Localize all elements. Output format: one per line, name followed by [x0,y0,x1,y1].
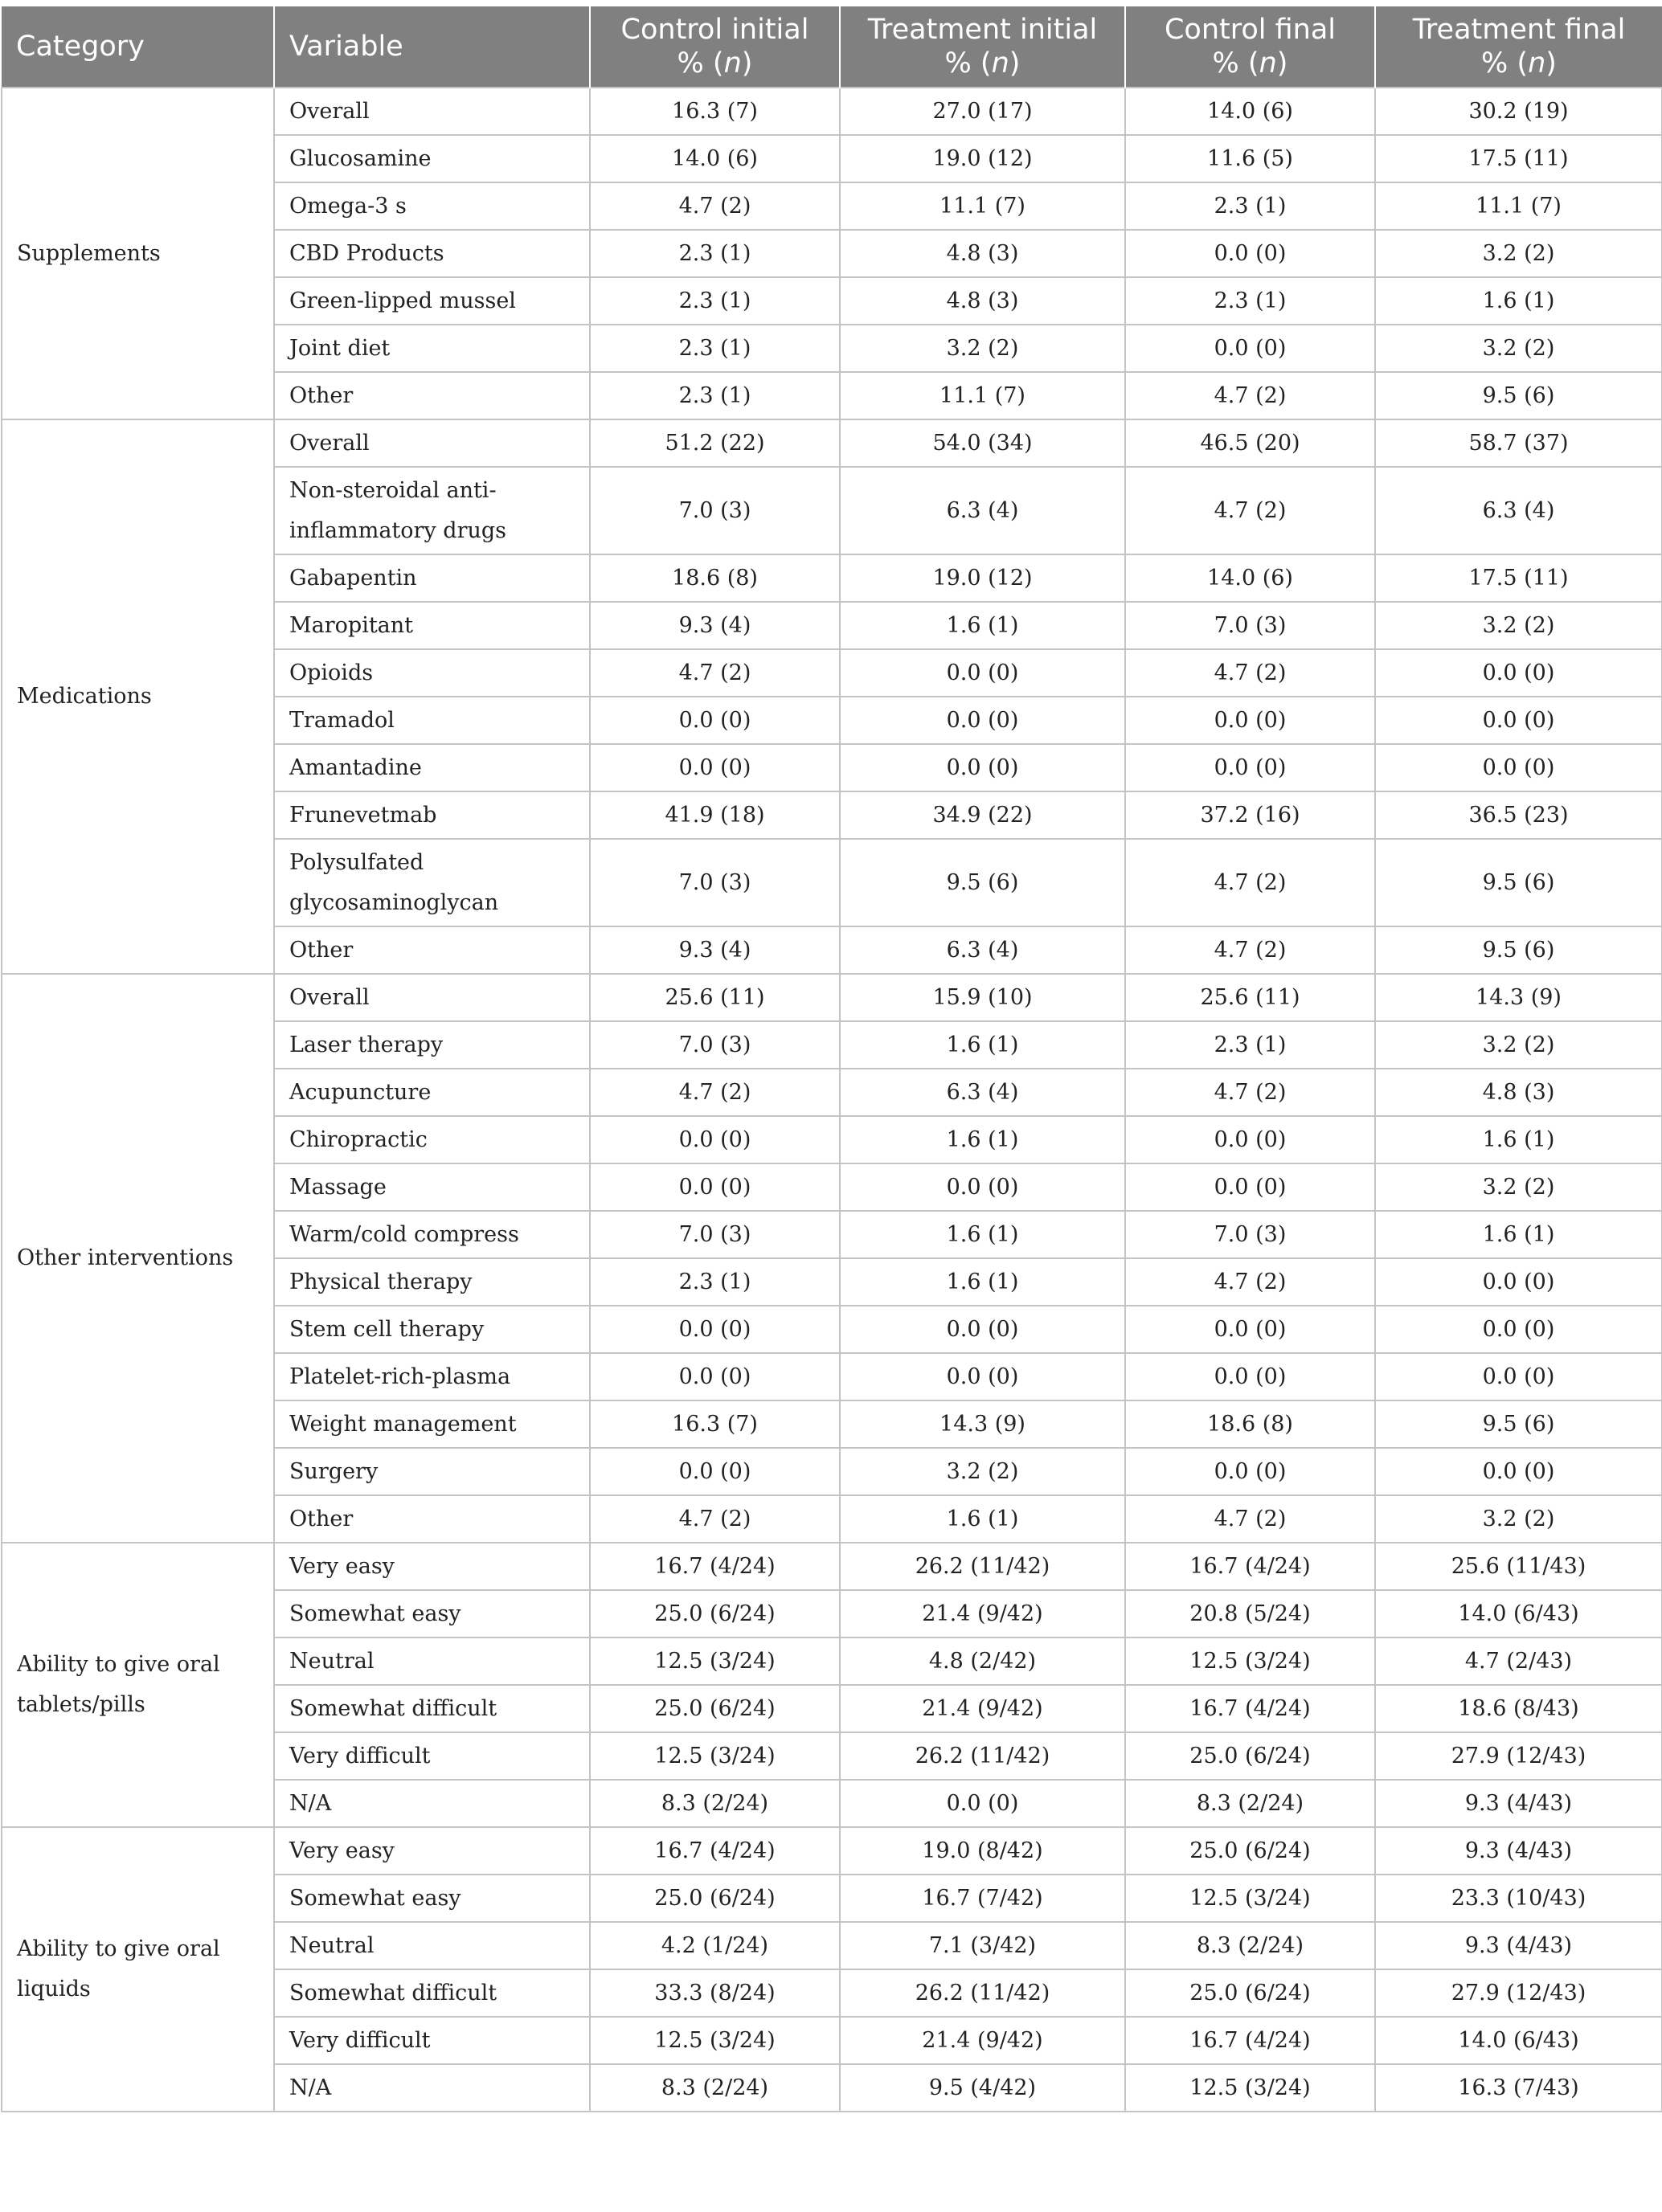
treatment-final-cell: 1.6 (1) [1375,277,1662,325]
treatment-final-cell: 9.5 (6) [1375,1400,1662,1448]
header-unit-prefix: % ( [1212,47,1259,80]
treatment-final-cell: 36.5 (23) [1375,791,1662,839]
table-header [2,6,1662,88]
treatment-initial-cell: 1.6 (1) [840,602,1125,649]
control-final-cell: 0.0 (0) [1125,1306,1375,1353]
treatment-final-cell: 14.0 (6/43) [1375,2017,1662,2064]
treatment-initial-cell: 19.0 (12) [840,554,1125,602]
control-initial-cell: 16.7 (4/24) [590,1827,840,1875]
treatment-initial-cell: 11.1 (7) [840,182,1125,230]
table-row [2,88,1662,135]
treatment-final-cell: 14.3 (9) [1375,974,1662,1021]
control-initial-cell: 0.0 (0) [590,1353,840,1400]
header-category [2,6,274,88]
variable-cell: Omega-3 s [274,182,590,230]
treatment-final-cell: 0.0 (0) [1375,649,1662,697]
control-initial-cell: 0.0 (0) [590,697,840,744]
treatment-initial-cell: 0.0 (0) [840,1306,1125,1353]
treatment-final-cell: 0.0 (0) [1375,1448,1662,1495]
treatment-final-cell: 4.7 (2/43) [1375,1638,1662,1685]
treatment-initial-cell: 0.0 (0) [840,1780,1125,1827]
treatment-final-cell: 9.5 (6) [1375,372,1662,419]
control-final-cell: 0.0 (0) [1125,744,1375,791]
treatment-final-cell: 0.0 (0) [1375,697,1662,744]
treatment-final-cell: 17.5 (11) [1375,554,1662,602]
treatment-final-cell: 3.2 (2) [1375,230,1662,277]
control-initial-cell: 7.0 (3) [590,839,840,926]
treatment-initial-cell: 4.8 (3) [840,277,1125,325]
data-table-container [0,6,1662,2112]
treatment-final-cell: 25.6 (11/43) [1375,1543,1662,1590]
control-initial-cell: 2.3 (1) [590,1258,840,1306]
treatment-initial-cell: 11.1 (7) [840,372,1125,419]
header-variable [274,6,590,88]
table-row [2,419,1662,467]
control-initial-cell: 25.0 (6/24) [590,1685,840,1732]
control-initial-cell: 33.3 (8/24) [590,1969,840,2017]
control-initial-cell: 41.9 (18) [590,791,840,839]
variable-cell: Somewhat difficult [274,1969,590,2017]
control-final-cell: 2.3 (1) [1125,277,1375,325]
treatment-initial-cell: 21.4 (9/42) [840,2017,1125,2064]
treatment-final-cell: 3.2 (2) [1375,1495,1662,1543]
variable-cell: Very difficult [274,2017,590,2064]
variable-cell: Overall [274,419,590,467]
treatment-final-cell: 9.5 (6) [1375,926,1662,974]
control-final-cell: 4.7 (2) [1125,649,1375,697]
variable-cell: Maropitant [274,602,590,649]
header-control-initial-label: Control initial [620,14,809,46]
treatment-final-cell: 58.7 (37) [1375,419,1662,467]
variable-cell: Opioids [274,649,590,697]
header-control-final-label: Control final [1164,14,1337,46]
treatment-initial-cell: 9.5 (4/42) [840,2064,1125,2112]
variable-cell: Polysulfated glycosaminoglycan [274,839,590,926]
control-initial-cell: 2.3 (1) [590,372,840,419]
variable-cell: Warm/cold compress [274,1211,590,1258]
treatment-final-cell: 18.6 (8/43) [1375,1685,1662,1732]
treatment-final-cell: 17.5 (11) [1375,135,1662,182]
header-control-final [1125,6,1375,88]
control-initial-cell: 16.7 (4/24) [590,1543,840,1590]
control-final-cell: 8.3 (2/24) [1125,1922,1375,1969]
control-initial-cell: 4.7 (2) [590,1495,840,1543]
control-final-cell: 0.0 (0) [1125,1353,1375,1400]
variable-cell: Neutral [274,1922,590,1969]
control-final-cell: 25.0 (6/24) [1125,1732,1375,1780]
control-final-cell: 0.0 (0) [1125,1116,1375,1163]
variable-cell: Somewhat difficult [274,1685,590,1732]
variable-cell: N/A [274,2064,590,2112]
treatment-initial-cell: 6.3 (4) [840,1069,1125,1116]
header-unit-suffix: ) [741,47,753,80]
control-final-cell: 20.8 (5/24) [1125,1590,1375,1638]
treatment-initial-cell: 14.3 (9) [840,1400,1125,1448]
treatment-initial-cell: 0.0 (0) [840,697,1125,744]
control-final-cell: 12.5 (3/24) [1125,1638,1375,1685]
control-initial-cell: 4.7 (2) [590,182,840,230]
control-final-cell: 14.0 (6) [1125,88,1375,135]
control-initial-cell: 12.5 (3/24) [590,1638,840,1685]
variable-cell: Neutral [274,1638,590,1685]
control-final-cell: 18.6 (8) [1125,1400,1375,1448]
treatment-initial-cell: 0.0 (0) [840,649,1125,697]
control-initial-cell: 4.7 (2) [590,1069,840,1116]
treatment-final-cell: 9.3 (4/43) [1375,1922,1662,1969]
control-final-cell: 25.6 (11) [1125,974,1375,1021]
treatment-initial-cell: 0.0 (0) [840,1353,1125,1400]
control-initial-cell: 16.3 (7) [590,1400,840,1448]
variable-cell: Overall [274,974,590,1021]
treatment-final-cell: 6.3 (4) [1375,467,1662,554]
variable-cell: Joint diet [274,325,590,372]
variable-cell: Green-lipped mussel [274,277,590,325]
treatment-final-cell: 27.9 (12/43) [1375,1732,1662,1780]
control-initial-cell: 0.0 (0) [590,1116,840,1163]
variable-cell: CBD Products [274,230,590,277]
header-variable-label: Variable [289,31,403,63]
control-initial-cell: 7.0 (3) [590,467,840,554]
treatment-initial-cell: 1.6 (1) [840,1021,1125,1069]
control-final-cell: 25.0 (6/24) [1125,1969,1375,2017]
header-unit-suffix: ) [1545,47,1557,80]
header-row [2,6,1662,88]
treatment-initial-cell: 1.6 (1) [840,1258,1125,1306]
treatment-initial-cell: 0.0 (0) [840,744,1125,791]
category-cell: Medications [2,419,274,974]
header-treatment-final-label: Treatment final [1412,14,1626,46]
variable-cell: Acupuncture [274,1069,590,1116]
control-final-cell: 11.6 (5) [1125,135,1375,182]
variable-cell: Frunevetmab [274,791,590,839]
control-initial-cell: 8.3 (2/24) [590,1780,840,1827]
treatment-initial-cell: 3.2 (2) [840,325,1125,372]
control-final-cell: 4.7 (2) [1125,926,1375,974]
category-cell: Ability to give oral tablets/pills [2,1543,274,1827]
treatment-initial-cell: 16.7 (7/42) [840,1875,1125,1922]
variable-cell: Other [274,926,590,974]
control-initial-cell: 8.3 (2/24) [590,2064,840,2112]
treatment-final-cell: 0.0 (0) [1375,1306,1662,1353]
control-final-cell: 12.5 (3/24) [1125,1875,1375,1922]
variable-cell: Non-steroidal anti-inflammatory drugs [274,467,590,554]
control-final-cell: 7.0 (3) [1125,602,1375,649]
control-final-cell: 8.3 (2/24) [1125,1780,1375,1827]
variable-cell: Chiropractic [274,1116,590,1163]
variable-cell: Glucosamine [274,135,590,182]
control-final-cell: 2.3 (1) [1125,182,1375,230]
control-initial-cell: 0.0 (0) [590,1163,840,1211]
control-initial-cell: 12.5 (3/24) [590,2017,840,2064]
variable-cell: Platelet-rich-plasma [274,1353,590,1400]
control-final-cell: 4.7 (2) [1125,1258,1375,1306]
treatment-initial-cell: 0.0 (0) [840,1163,1125,1211]
treatment-final-cell: 0.0 (0) [1375,744,1662,791]
treatment-initial-cell: 26.2 (11/42) [840,1543,1125,1590]
header-unit-suffix: ) [1009,47,1021,80]
treatment-final-cell: 1.6 (1) [1375,1116,1662,1163]
control-final-cell: 4.7 (2) [1125,372,1375,419]
category-cell: Ability to give oral liquids [2,1827,274,2112]
control-final-cell: 16.7 (4/24) [1125,1543,1375,1590]
variable-cell: Surgery [274,1448,590,1495]
header-unit-prefix: % ( [944,47,992,80]
treatment-final-cell: 14.0 (6/43) [1375,1590,1662,1638]
control-final-cell: 12.5 (3/24) [1125,2064,1375,2112]
control-final-cell: 0.0 (0) [1125,230,1375,277]
variable-cell: Weight management [274,1400,590,1448]
variable-cell: Gabapentin [274,554,590,602]
variable-cell: N/A [274,1780,590,1827]
treatment-initial-cell: 27.0 (17) [840,88,1125,135]
treatment-initial-cell: 4.8 (3) [840,230,1125,277]
control-initial-cell: 9.3 (4) [590,602,840,649]
control-final-cell: 2.3 (1) [1125,1021,1375,1069]
treatment-final-cell: 3.2 (2) [1375,1163,1662,1211]
header-unit-n: n [1528,47,1546,80]
header-unit-prefix: % ( [677,47,724,80]
treatment-final-cell: 3.2 (2) [1375,325,1662,372]
variable-cell: Other [274,1495,590,1543]
table-row [2,1543,1662,1590]
treatment-initial-cell: 1.6 (1) [840,1495,1125,1543]
treatment-final-cell: 30.2 (19) [1375,88,1662,135]
treatment-initial-cell: 26.2 (11/42) [840,1969,1125,2017]
treatment-final-cell: 11.1 (7) [1375,182,1662,230]
treatment-final-cell: 1.6 (1) [1375,1211,1662,1258]
control-final-cell: 7.0 (3) [1125,1211,1375,1258]
treatment-final-cell: 9.3 (4/43) [1375,1780,1662,1827]
table-row [2,1827,1662,1875]
treatment-final-cell: 3.2 (2) [1375,1021,1662,1069]
treatment-initial-cell: 34.9 (22) [840,791,1125,839]
variable-cell: Very easy [274,1543,590,1590]
variable-cell: Other [274,372,590,419]
control-final-cell: 14.0 (6) [1125,554,1375,602]
treatment-initial-cell: 1.6 (1) [840,1211,1125,1258]
control-final-cell: 37.2 (16) [1125,791,1375,839]
control-initial-cell: 4.2 (1/24) [590,1922,840,1969]
header-treatment-final [1375,6,1662,88]
control-final-cell: 16.7 (4/24) [1125,1685,1375,1732]
data-table [1,6,1662,2112]
treatment-initial-cell: 6.3 (4) [840,467,1125,554]
control-final-cell: 4.7 (2) [1125,467,1375,554]
treatment-initial-cell: 15.9 (10) [840,974,1125,1021]
header-unit-n: n [723,47,742,80]
treatment-initial-cell: 26.2 (11/42) [840,1732,1125,1780]
control-initial-cell: 2.3 (1) [590,277,840,325]
control-initial-cell: 14.0 (6) [590,135,840,182]
treatment-final-cell: 4.8 (3) [1375,1069,1662,1116]
variable-cell: Amantadine [274,744,590,791]
control-initial-cell: 7.0 (3) [590,1021,840,1069]
treatment-final-cell: 27.9 (12/43) [1375,1969,1662,2017]
header-unit-n: n [991,47,1009,80]
header-unit-n: n [1259,47,1277,80]
treatment-initial-cell: 1.6 (1) [840,1116,1125,1163]
treatment-final-cell: 9.3 (4/43) [1375,1827,1662,1875]
control-initial-cell: 0.0 (0) [590,744,840,791]
header-treatment-initial-label: Treatment initial [867,14,1098,46]
control-initial-cell: 18.6 (8) [590,554,840,602]
treatment-initial-cell: 19.0 (12) [840,135,1125,182]
control-final-cell: 0.0 (0) [1125,1448,1375,1495]
variable-cell: Stem cell therapy [274,1306,590,1353]
control-final-cell: 46.5 (20) [1125,419,1375,467]
treatment-initial-cell: 54.0 (34) [840,419,1125,467]
control-initial-cell: 4.7 (2) [590,649,840,697]
table-row [2,974,1662,1021]
treatment-final-cell: 23.3 (10/43) [1375,1875,1662,1922]
treatment-initial-cell: 19.0 (8/42) [840,1827,1125,1875]
control-final-cell: 16.7 (4/24) [1125,2017,1375,2064]
header-treatment-initial [840,6,1125,88]
control-initial-cell: 0.0 (0) [590,1448,840,1495]
control-final-cell: 25.0 (6/24) [1125,1827,1375,1875]
control-final-cell: 0.0 (0) [1125,697,1375,744]
treatment-initial-cell: 3.2 (2) [840,1448,1125,1495]
treatment-initial-cell: 9.5 (6) [840,839,1125,926]
control-initial-cell: 0.0 (0) [590,1306,840,1353]
control-final-cell: 4.7 (2) [1125,1069,1375,1116]
category-cell: Other interventions [2,974,274,1543]
variable-cell: Very difficult [274,1732,590,1780]
treatment-initial-cell: 7.1 (3/42) [840,1922,1125,1969]
variable-cell: Overall [274,88,590,135]
header-unit-suffix: ) [1276,47,1288,80]
treatment-final-cell: 0.0 (0) [1375,1258,1662,1306]
treatment-final-cell: 16.3 (7/43) [1375,2064,1662,2112]
treatment-initial-cell: 6.3 (4) [840,926,1125,974]
variable-cell: Physical therapy [274,1258,590,1306]
treatment-final-cell: 3.2 (2) [1375,602,1662,649]
control-initial-cell: 16.3 (7) [590,88,840,135]
control-initial-cell: 25.0 (6/24) [590,1875,840,1922]
control-final-cell: 0.0 (0) [1125,325,1375,372]
control-initial-cell: 2.3 (1) [590,325,840,372]
variable-cell: Very easy [274,1827,590,1875]
control-final-cell: 4.7 (2) [1125,839,1375,926]
variable-cell: Laser therapy [274,1021,590,1069]
control-initial-cell: 7.0 (3) [590,1211,840,1258]
variable-cell: Somewhat easy [274,1590,590,1638]
header-category-label: Category [16,31,145,63]
control-initial-cell: 25.6 (11) [590,974,840,1021]
category-cell: Supplements [2,88,274,419]
control-initial-cell: 9.3 (4) [590,926,840,974]
control-initial-cell: 25.0 (6/24) [590,1590,840,1638]
variable-cell: Tramadol [274,697,590,744]
treatment-final-cell: 0.0 (0) [1375,1353,1662,1400]
control-final-cell: 4.7 (2) [1125,1495,1375,1543]
treatment-final-cell: 9.5 (6) [1375,839,1662,926]
variable-cell: Massage [274,1163,590,1211]
control-initial-cell: 12.5 (3/24) [590,1732,840,1780]
control-initial-cell: 51.2 (22) [590,419,840,467]
control-final-cell: 0.0 (0) [1125,1163,1375,1211]
control-initial-cell: 2.3 (1) [590,230,840,277]
treatment-initial-cell: 21.4 (9/42) [840,1685,1125,1732]
treatment-initial-cell: 21.4 (9/42) [840,1590,1125,1638]
variable-cell: Somewhat easy [274,1875,590,1922]
table-body [2,88,1662,2112]
header-unit-prefix: % ( [1481,47,1529,80]
header-control-initial [590,6,840,88]
treatment-initial-cell: 4.8 (2/42) [840,1638,1125,1685]
